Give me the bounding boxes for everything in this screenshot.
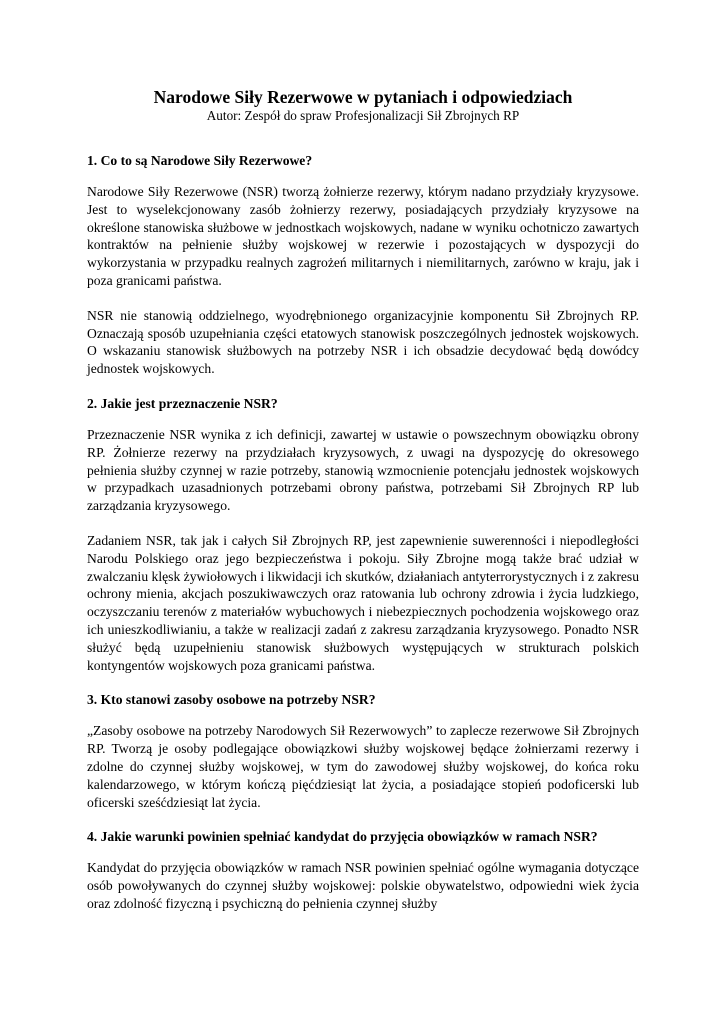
section-paragraph: Przeznaczenie NSR wynika z ich definicji, zawartej w ustawie o powszechnym obowiązku obrony RP. Żołnierze rezerwy na przydziałach kryzysowych, z uwagi na dyspozycję do okresowego pełnienia służby czynnej w razie potrzeby, stanowią wzmocnienie potencjału jednostek wojskowych w przypadkach uzasadnionych potrzebami obrony państwa, potrzebami Sił Zbrojnych RP lub zarządzania kryzysowego.	[87, 426, 639, 514]
section-3	[87, 691, 639, 811]
section-paragraph: NSR nie stanowią oddzielnego, wyodrębnionego organizacyjnie komponentu Sił Zbrojnych RP. Oznaczają sposób uzupełniania części etatowych stanowisk poszczególnych jednostek wojskowych. O wskazaniu stanowisk służbowych na potrzeby NSR i ich obsadzie decydować będą dowódcy jednostek wojskowych.	[87, 307, 639, 377]
document-title: Narodowe Siły Rezerwowe w pytaniach i odpowiedziach	[153, 87, 573, 107]
section-4	[87, 828, 639, 912]
section-heading: 1. Co to są Narodowe Siły Rezerwowe?	[87, 153, 313, 168]
section-paragraph: Narodowe Siły Rezerwowe (NSR) tworzą żołnierze rezerwy, którym nadano przydziały kryzysowe. Jest to wyselekcjonowany zasób żołnierzy rezerwy, posiadających przydziały kryzysowe na określone stanowiska służbowe w jednostkach wojskowych, nadane w wyniku ochotniczo zawartych kontraktów na pełnienie służby wojskowej w rezerwie i pozostających w dyspozycji do wykorzystania w przypadku realnych zagrożeń militarnych i niemilitarnych, zarówno w kraju, jak i poza granicami państwa.	[87, 184, 639, 288]
section-paragraph: „Zasoby osobowe na potrzeby Narodowych Sił Rezerwowych” to zaplecze rezerwowe Sił Zbrojnych RP. Tworzą je osoby podlegające obowiązkowi służby wojskowej będące żołnierzami rezerwy i zdolne do czynnej służby wojskowej, w tym do zawodowej służby wojskowej, do końca roku kalendarzowego, w którym kończą pięćdziesiąt lat życia, a posiadające stopień podoficerski lub oficerski sześćdziesiąt lat życia.	[87, 723, 639, 810]
document-author: Autor: Zespół do spraw Profesjonalizacji Sił Zbrojnych RP	[206, 108, 520, 123]
section-paragraph: Zadaniem NSR, tak jak i całych Sił Zbrojnych RP, jest zapewnienie suwerenności i niepodległości Narodu Polskiego oraz jego bezpieczeństwa i pokoju. Siły Zbrojne mogą także brać udział w zwalczaniu klęsk żywiołowych i likwidacji ich skutków, działaniach antyterrorystycznych i z zakresu ochrony mienia, akcjach poszukiwawczych oraz ratowania lub ochrony zdrowia i życia ludzkiego, oczyszczaniu terenów z materiałów wybuchowych i niebezpiecznych pochodzenia wojskowego oraz ich unieszkodliwianiu, a także w realizacji zadań z zakresu zarządzania kryzysowego. Ponadto NSR służyć będą uzupełnieniu stanowisk służbowych występujących w strukturach polskich kontyngentów wojskowych poza granicami państwa.	[87, 532, 639, 673]
section-heading: 3. Kto stanowi zasoby osobowe na potrzeby NSR?	[87, 692, 376, 708]
section-2	[87, 395, 639, 674]
section-1	[87, 152, 639, 378]
document-page	[87, 86, 639, 913]
section-heading: 2. Jakie jest przeznaczenie NSR?	[87, 395, 278, 411]
section-paragraph: Kandydat do przyjęcia obowiązków w ramach NSR powinien spełniać ogólne wymagania dotyczące osób powoływanych do czynnej służby wojskowej: polskie obywatelstwo, odpowiedni wiek życia oraz zdolność fizyczną i psychiczną do pełnienia czynnej służby	[87, 860, 639, 911]
section-heading: 4. Jakie warunki powinien spełniać kandydat do przyjęcia obowiązków w ramach NSR?	[87, 829, 598, 845]
